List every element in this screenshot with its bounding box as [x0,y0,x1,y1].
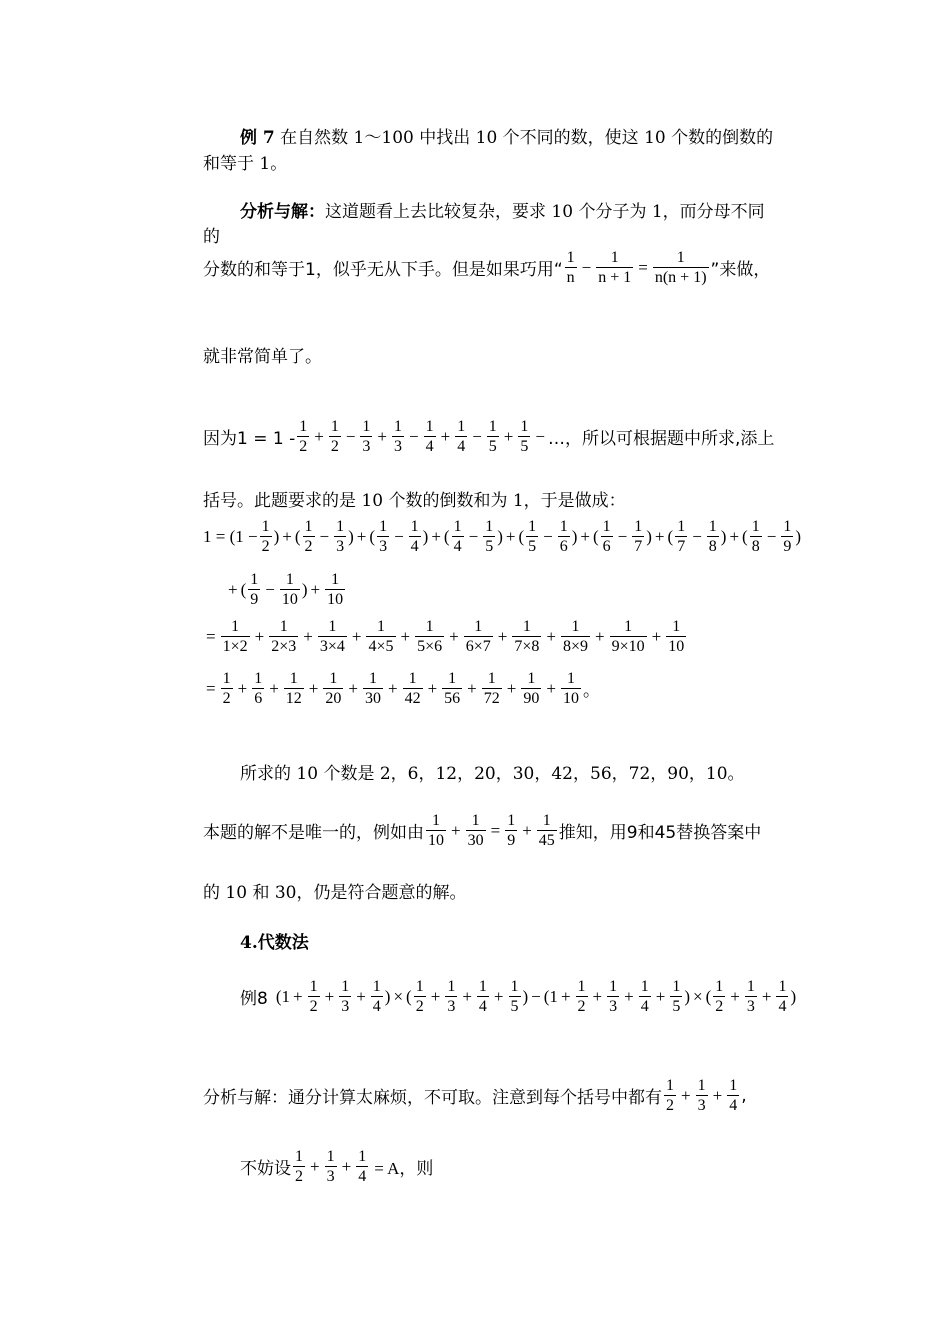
analysis-line3-text: 分数的和等于1，似乎无从下手。但是如果巧用“ [203,260,563,280]
example-7-text: 在自然数 1～100 中找出 10 个不同的数，使这 10 个数的倒数的 [280,128,774,148]
analysis-line4: 就非常简单了。 [203,347,322,367]
identity-fraction-3: $\frac{1}{n(n + 1)}$ [654,249,707,286]
section-heading: 4.代数法 [240,933,309,953]
equation-line-3: = $\frac{1}{2}$ + $\frac{1}{6}$ + $\frac{1}{12}$ + $\frac{1}{20}$ + $\frac{1}{30}$ + $\frac{1}{42}$ + $\frac{1}{56}$ + $\frac{1}{72}$ + $\frac{1}{90}$ + $\frac{1}{10}$ 。 [206,670,600,707]
note-suffix: 推知，用9和45替换答案中 [558,823,762,843]
note-line2: 的 10 和 30，仍是符合题意的解。 [203,883,467,903]
analysis-line3: 分数的和等于1，似乎无从下手。但是如果巧用“ $\frac{1}{n}$ − $\frac{1}{n + 1}$ = $\frac{1}{n(n + 1)}$ ”来做， [203,249,771,286]
identity-fraction-1: $\frac{1}{n}$ [566,249,575,286]
analysis-2-text: 分析与解：通分计算太麻烦，不可取。注意到每个括号中都有 [203,1088,662,1108]
identity-fraction-2: $\frac{1}{n + 1}$ [598,249,632,286]
let-prefix: 不妨设 [240,1159,291,1179]
answer-line: 所求的 10 个数是 2，6，12，20，30，42，56，72，90，10。 [240,764,745,784]
example-7-label: 例 7 [240,128,275,148]
analysis-2-line: 分析与解：通分计算太麻烦，不可取。注意到每个括号中都有 $\frac{1}{2}$ + $\frac{1}{3}$ + $\frac{1}{4}$ , [203,1077,747,1114]
equation-line-1b: + ( $\frac{1}{9}$ − $\frac{1}{10}$ ) + $\frac{1}{10}$ [228,571,344,608]
because-tail: …，所以可根据题中所求,添上 [547,429,775,449]
note-line: 本题的解不是唯一的，例如由 $\frac{1}{10}$ + $\frac{1}{30}$ = $\frac{1}{9}$ + $\frac{1}{45}$ 推知，用9和45替换答案中 [203,812,762,849]
example-8-line: 例8 (1 + $\frac{1}{2}$ + $\frac{1}{3}$ + $\frac{1}{4}$ ) × ( $\frac{1}{2}$ + $\frac{1}{3}$ + $\frac{1}{4}$ + $\frac{1}{5}$ ) − (1 + $\frac{1}{2}$ + $\frac{1}{3}$ + $\frac{1}{4}$ + $\frac{1}{5}$ ) × ( $\frac{1}{2}$ + $\frac{1}{3}$ + $\frac{1}{4}$ ) [240,978,797,1015]
let-line: 不妨设 $\frac{1}{2}$ + $\frac{1}{3}$ + $\frac{1}{4}$ = A，则 [240,1148,434,1185]
because-line: 因为1 = 1 - $\frac{1}{2}$ + $\frac{1}{2}$ − $\frac{1}{3}$ + $\frac{1}{3}$ − $\frac{1}{4}$ + $\frac{1}{4}$ − $\frac{1}{5}$ + $\frac{1}{5}$ − …，所以可根据题中所求,添上 [203,418,775,455]
because-prefix: 因为1 = 1 - [203,429,296,449]
example-8-label: 例8 [240,989,268,1009]
equation-line-1: 1 = (1 − $\frac{1}{2}$ ) + ( $\frac{1}{2}$ − $\frac{1}{3}$ ) + ( $\frac{1}{3}$ − $\frac{1}{4}$ ) + ( $\frac{1}{4}$ − $\frac{1}{5}$ ) + ( $\frac{1}{5}$ − $\frac{1}{6}$ ) + ( $\frac{1}{6}$ − $\frac{1}{7}$ ) + ( $\frac{1}{7}$ − $\frac{1}{8}$ ) + ( $\frac{1}{8}$ − $\frac{1}{9}$ ) [203,518,801,555]
analysis-line2: 的 [203,227,220,247]
because-line2: 括号。此题要求的是 10 个数的倒数和为 1，于是做成： [203,491,626,511]
analysis-label: 分析与解： [240,202,325,222]
equation-line-2: = $\frac{1}{1\times 2}$ + $\frac{1}{2\times 3}$ + $\frac{1}{3\times 4}$ + $\frac{1}{4\times 5}$ + $\frac{1}{5\times 6}$ + $\frac{1}{6\times 7}$ + $\frac{1}{7\times 8}$ + $\frac{1}{8\times 9}$ + $\frac{1}{9\times 10}$ + $\frac{1}{10}$ [206,618,685,655]
example-7-line1 [240,127,773,149]
example-7-line2: 和等于 1。 [203,154,288,174]
note-prefix: 本题的解不是唯一的，例如由 [203,823,424,843]
analysis-line1 [240,201,765,223]
analysis-line3-tail: ”来做， [710,260,771,280]
analysis-text: 这道题看上去比较复杂，要求 10 个分子为 1，而分母不同 [325,202,765,222]
let-suffix: = A，则 [374,1159,434,1178]
